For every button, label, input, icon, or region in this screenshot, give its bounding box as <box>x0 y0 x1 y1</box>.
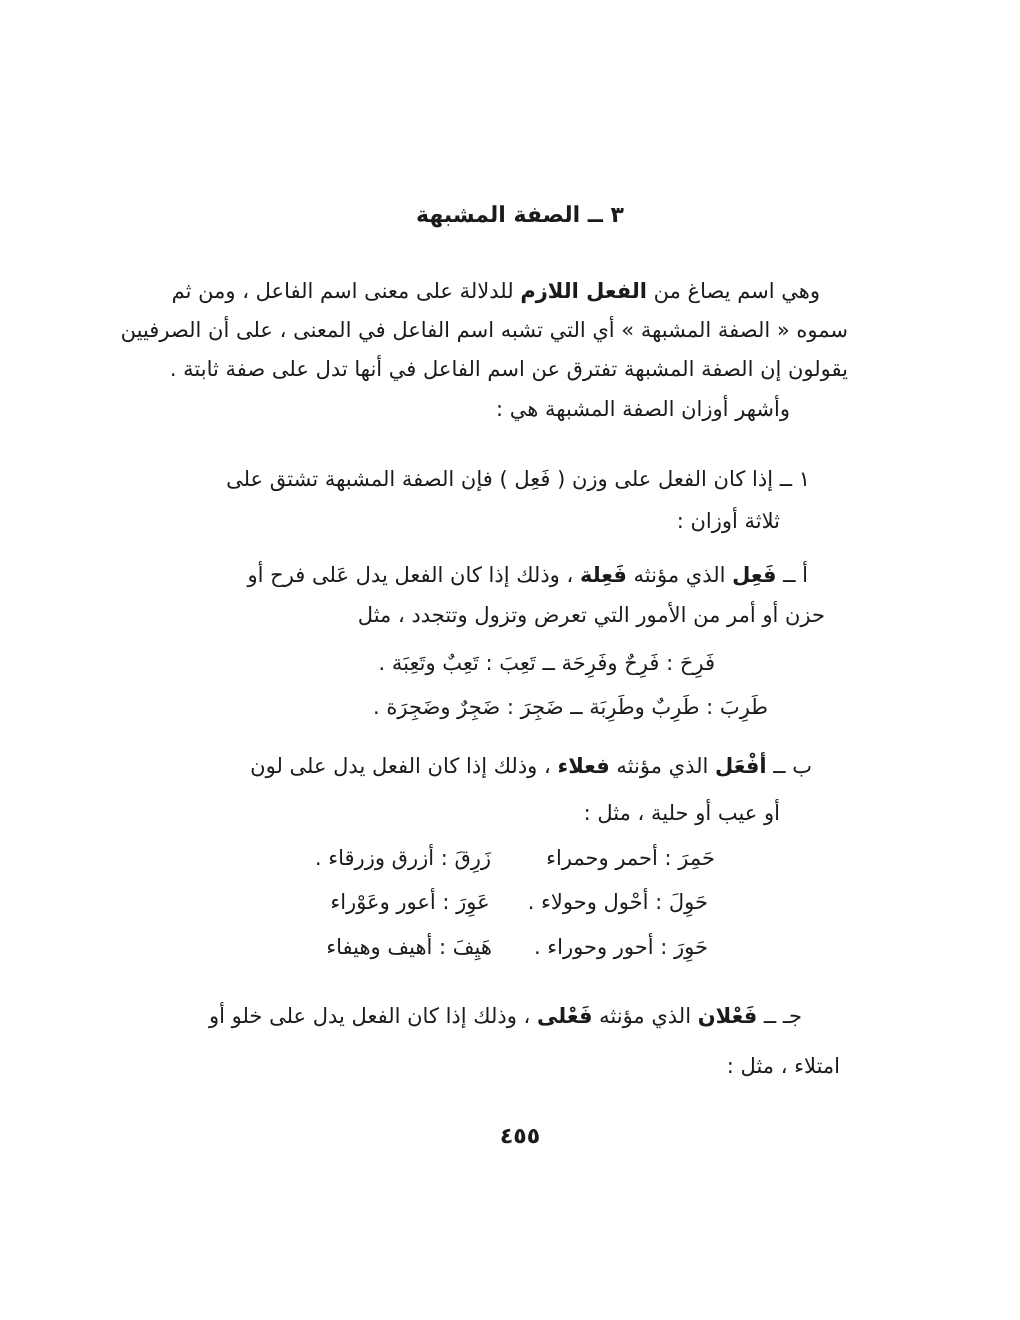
pattern-fail: فَعِل <box>732 563 777 587</box>
pattern-afal: أفْعَل <box>715 754 767 778</box>
pattern-fail-feminine: فَعِلة <box>579 563 627 587</box>
intro-line-1-start: وهي اسم يصاغ من <box>646 279 820 303</box>
item-j-line-2: امتلاء ، مثل : <box>726 1054 840 1078</box>
rule1-line-1: ١ ــ إذا كان الفعل على وزن ( فَعِل ) فإن الصفة المشبهة تشتق على <box>226 467 810 491</box>
item-a-line-2: حزن أو أمر من الأمور التي تعرض وتزول وتتجدد ، مثل <box>357 603 825 627</box>
item-b-line-2: أو عيب أو حلية ، مثل : <box>583 801 780 825</box>
intro-line-1 <box>172 278 820 305</box>
item-b-mid: الذي مؤنثه <box>609 754 716 778</box>
item-j-line-1 <box>209 1003 802 1030</box>
item-a-marker: أ ــ <box>776 563 808 587</box>
example-crosseyed: حَوِلَ : أحْول وحولاء . <box>527 890 708 914</box>
term-lazim-verb: الفعل اللازم <box>520 279 647 303</box>
item-b-example-row-2 <box>330 890 708 914</box>
item-b-example-row-3 <box>326 935 708 959</box>
item-b-rest: ، وذلك إذا كان الفعل يدل على لون <box>250 754 558 778</box>
item-b-marker: ب ــ <box>766 754 812 778</box>
example-slender: هَيِفَ : أهيف وهيفاء <box>326 935 492 959</box>
item-a-example-2: طَرِبَ : طَرِبٌ وطَرِبَة ــ ضَجِرَ : ضَجِرٌ وضَجِرَة . <box>373 695 768 719</box>
intro-line-3: يقولون إن الصفة المشبهة تفترق عن اسم الفاعل في أنها تدل على صفة ثابتة . <box>169 357 848 381</box>
pattern-falan: فَعْلان <box>697 1004 758 1028</box>
item-a-mid: الذي مؤنثه <box>626 563 733 587</box>
example-blue: زَرِقَ : أزرق وزرقاء . <box>314 846 492 870</box>
item-a-line-1 <box>248 562 809 589</box>
rule1-line-2: ثلاثة أوزان : <box>676 509 780 533</box>
pattern-afal-feminine: فعلاء <box>557 754 610 778</box>
intro-line-2: سموه « الصفة المشبهة » أي التي تشبه اسم الفاعل في المعنى ، على أن الصرفيين <box>120 318 848 342</box>
intro-line-1-end: للدلالة على معنى اسم الفاعل ، ومن ثم <box>171 279 521 303</box>
item-j-marker: جـ ــ <box>757 1004 802 1028</box>
example-oneeyed: عَوِرَ : أعور وعَوْراء <box>330 890 490 914</box>
example-red: حَمِرَ : أحمر وحمراء <box>546 846 715 870</box>
pattern-falan-feminine: فَعْلى <box>537 1004 593 1028</box>
item-b-example-row-1 <box>315 846 715 870</box>
intro-lead-line: وأشهر أوزان الصفة المشبهة هي : <box>496 397 790 421</box>
item-a-rest: ، وذلك إذا كان الفعل يدل عَلى فرح أو <box>247 563 580 587</box>
item-a-example-1: فَرِحَ : فَرِحٌ وفَرِحَة ــ تَعِبَ : تَعِبٌ وتَعِبَة . <box>378 651 715 675</box>
item-j-mid: الذي مؤنثه <box>592 1004 698 1028</box>
page-title: ٣ ــ الصفة المشبهة <box>416 203 624 228</box>
example-darkeyed: حَوِرَ : أحور وحوراء . <box>533 935 708 959</box>
item-b-line-1 <box>250 753 812 780</box>
page-number: ٤٥٥ <box>499 1124 541 1149</box>
item-j-rest: ، وذلك إذا كان الفعل يدل على خلو أو <box>208 1004 538 1028</box>
